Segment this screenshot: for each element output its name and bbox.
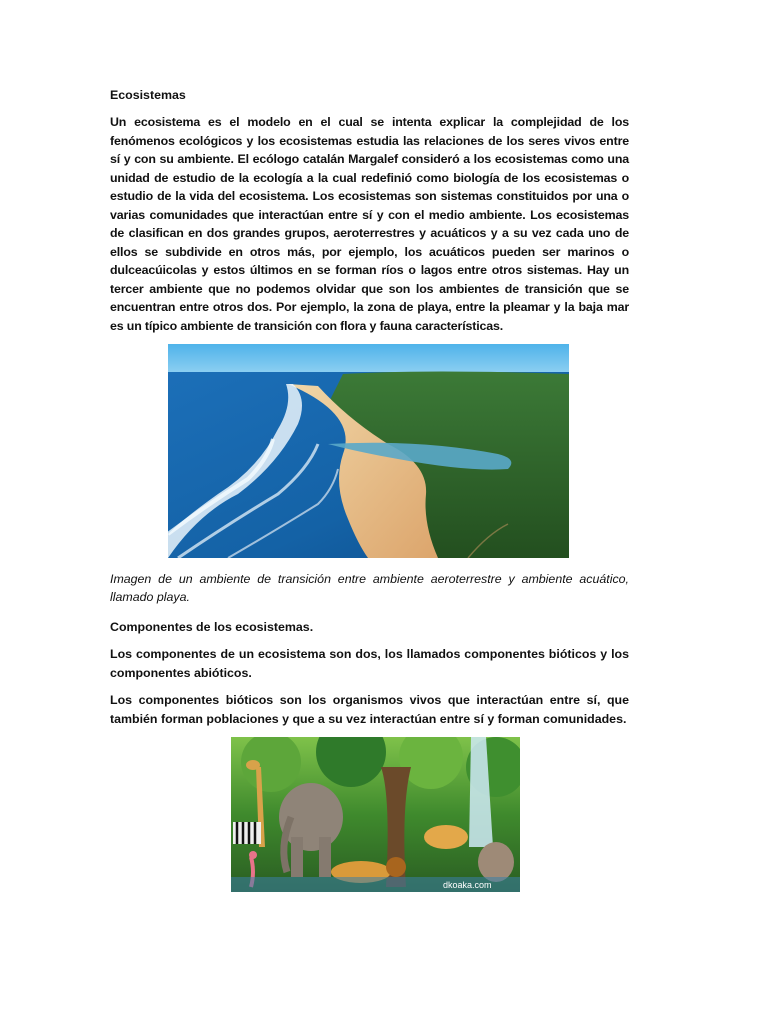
intro-paragraph: Un ecosistema es el modelo en el cual se intenta explicar la complejidad de los fenómenos ecológicos y los ecosistemas estudia las relaciones de los seres vivos entre sí y con su ambiente. El ecólogo catalán Margalef consideró a los ecosistemas como una unidad de estudio de la ecología a la cual redefinió como biología de los ecosistemas o estudio de la vida del ecosistema. Los ecosistemas son sistemas constituidos por una o varias comunidades que interactúan entre sí y con el medio ambiente. Los ecosistemas de clasifican en dos grandes grupos, aeroterrestres y acuáticos y a su vez cada uno de ellos se subdivide en otros más, por ejemplo, los acuáticos pueden ser marinos o dulceacúicolas y estos últimos en se forman ríos o lagos entre otros sistemas. Hay un tercer ambiente que no podemos olvidar que son los ambientes de transición que se encuentran entre otros dos. Por ejemplo, la zona de playa, entre la pleamar y la baja mar es un típico ambiente de transición con flora y fauna características. [110, 115, 629, 333]
leopard [424, 825, 468, 849]
jungle-animals-image [231, 737, 520, 892]
document-page [110, 86, 629, 892]
components-paragraph: Los componentes de un ecosistema son dos, los llamados componentes bióticos y los componentes abióticos. [110, 647, 629, 680]
beach-aerial-image [168, 344, 569, 558]
gorilla [478, 842, 514, 882]
image-watermark: dkoaka.com [443, 880, 492, 890]
document-title: Ecosistemas [110, 88, 186, 102]
biotic-paragraph: Los componentes bióticos son los organismos vivos que interactúan entre sí, que también forman poblaciones y que a su vez interactúan entre sí y forman comunidades. [110, 693, 629, 726]
beach-illustration [168, 344, 569, 558]
components-heading: Componentes de los ecosistemas. [110, 620, 314, 634]
jungle-illustration [231, 737, 520, 892]
beach-caption: Imagen de un ambiente de transición entre ambiente aeroterrestre y ambiente acuático, llamado playa. [110, 572, 629, 604]
sky [168, 344, 569, 374]
